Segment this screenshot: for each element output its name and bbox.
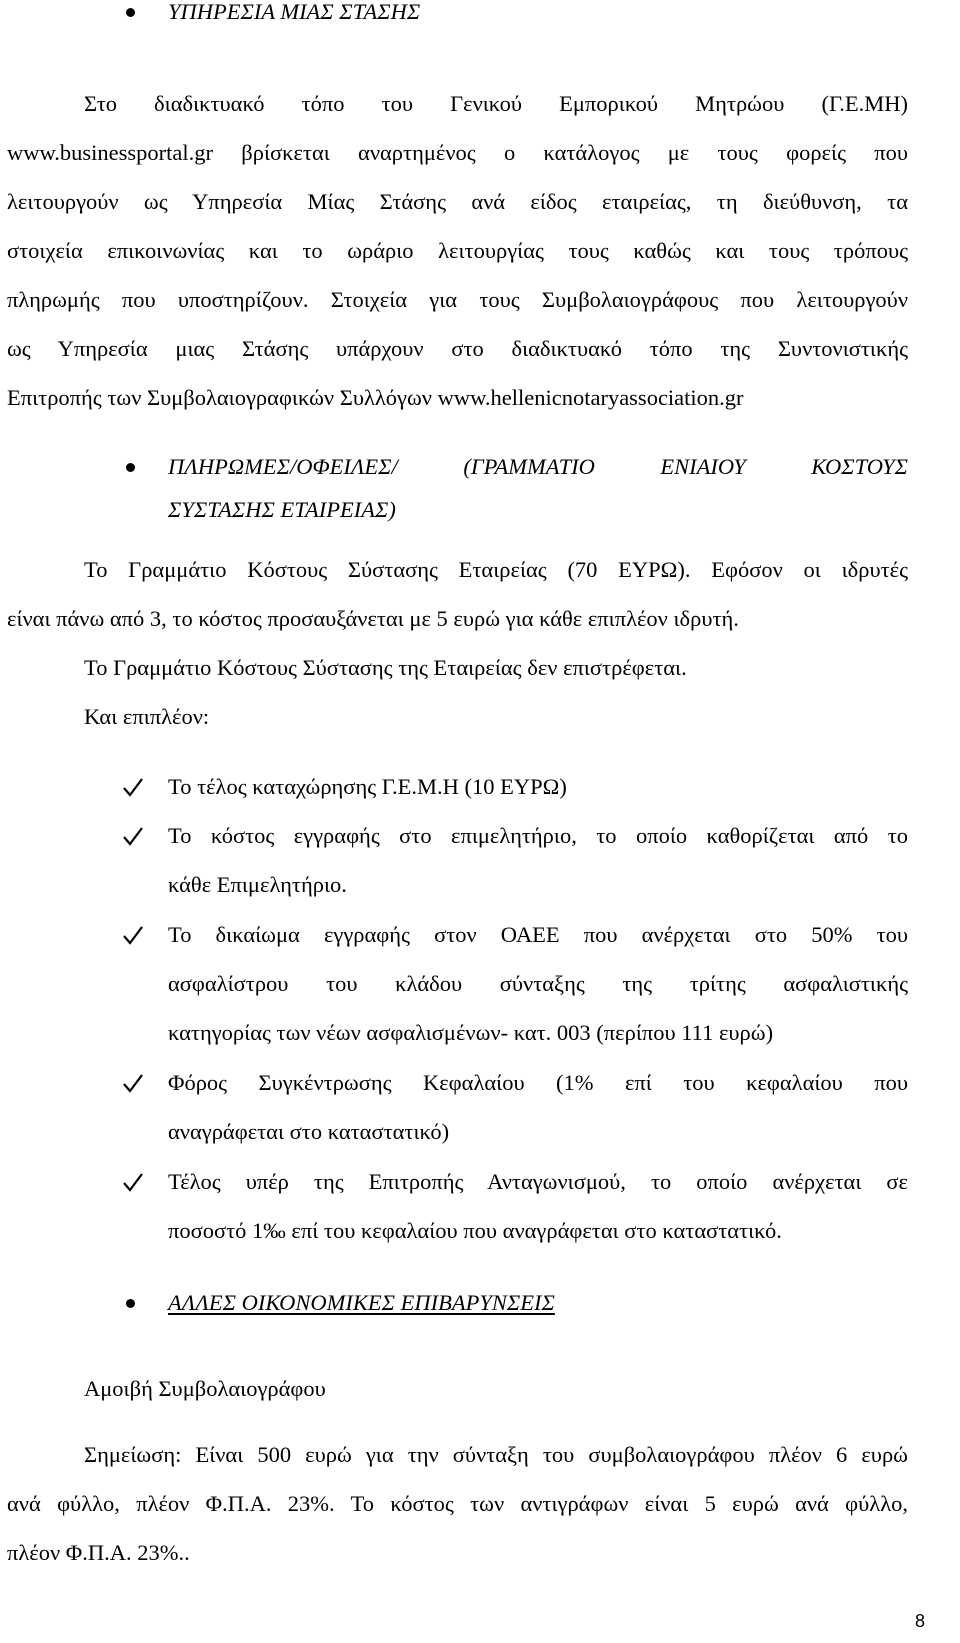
checkmark-icon: [122, 1072, 144, 1094]
checkmark-icon: [122, 776, 144, 798]
check-item-line: Το κόστος εγγραφής στο επιμελητήριο, το οποίο καθορίζεται από το: [168, 823, 908, 848]
check-item-line: αναγράφεται στο καταστατικό): [168, 1119, 450, 1144]
note-line: Σημείωση: Είναι 500 ευρώ για την σύνταξη του συμβολαιογράφου πλέον 6 ευρώ: [84, 1442, 908, 1467]
bullet-icon: [126, 1299, 135, 1308]
check-item-line: Φόρος Συγκέντρωσης Κεφαλαίου (1% επί του κεφαλαίου που: [168, 1070, 908, 1095]
check-item-line: κατηγορίας των νέων ασφαλισμένων- κατ. 003 (περίπου 111 ευρώ): [168, 1020, 774, 1045]
paragraph-line: πληρωμής που υποστηρίζουν. Στοιχεία για τους Συμβολαιογράφους που λειτουργούν: [7, 287, 908, 312]
bullet-icon: [126, 8, 135, 17]
checkmark-icon: [122, 825, 144, 847]
paragraph-line: είναι πάνω από 3, το κόστος προσαυξάνεται με 5 ευρώ για κάθε επιπλέον ιδρυτή.: [7, 606, 739, 631]
check-item-line: Τέλος υπέρ της Επιτροπής Ανταγωνισμού, το οποίο ανέρχεται σε: [168, 1169, 908, 1194]
paragraph-line: στοιχεία επικοινωνίας και το ωράριο λειτουργίας τους καθώς και τους τρόπους: [7, 238, 908, 263]
paragraph-line: Το Γραμμάτιο Κόστους Σύστασης Εταιρείας (70 ΕΥΡΩ). Εφόσον οι ιδρυτές: [84, 557, 908, 582]
section-heading-one-stop-service: ΥΠΗΡΕΣΙΑ ΜΙΑΣ ΣΤΑΣΗΣ: [168, 0, 421, 24]
check-item-line: Το δικαίωμα εγγραφής στον ΟΑΕΕ που ανέρχεται στο 50% του: [168, 922, 908, 947]
checkmark-icon: [122, 924, 144, 946]
note-line: ανά φύλλο, πλέον Φ.Π.Α. 23%. Το κόστος των αντιγράφων είναι 5 ευρώ ανά φύλλο,: [7, 1491, 908, 1516]
bullet-icon: [126, 463, 135, 472]
section-heading-payments: ΠΛΗΡΩΜΕΣ/ΟΦΕΙΛΕΣ/ (ΓΡΑΜΜΑΤΙΟ ΕΝΙΑΙΟΥ ΚΟΣΤΟΥΣ: [168, 454, 908, 479]
paragraph-line: ως Υπηρεσία μιας Στάσης υπάρχουν στο διαδικτυακό τόπο της Συντονιστικής: [7, 336, 908, 361]
subheading-notary-fee: Αμοιβή Συμβολαιογράφου: [84, 1376, 326, 1401]
paragraph-line: Στο διαδικτυακό τόπο του Γενικού Εμπορικού Μητρώου (Γ.Ε.ΜΗ): [84, 91, 908, 116]
note-line: πλέον Φ.Π.Α. 23%..: [7, 1540, 190, 1565]
paragraph-line: Επιτροπής των Συμβολαιογραφικών Συλλόγων www.hellenicnotaryassociation.gr: [7, 385, 744, 410]
paragraph-line: Το Γραμμάτιο Κόστους Σύστασης της Εταιρείας δεν επιστρέφεται.: [84, 655, 687, 680]
paragraph-line: λειτουργούν ως Υπηρεσία Μίας Στάσης ανά είδος εταιρείας, τη διεύθυνση, τα: [7, 189, 908, 214]
check-item-line: ποσοστό 1‰ επί του κεφαλαίου που αναγράφεται στο καταστατικό.: [168, 1218, 782, 1243]
checkmark-icon: [122, 1171, 144, 1193]
section-heading-other-charges: ΑΛΛΕΣ ΟΙΚΟΝΟΜΙΚΕΣ ΕΠΙΒΑΡΥΝΣΕΙΣ: [168, 1290, 555, 1315]
paragraph-line: Και επιπλέον:: [84, 704, 210, 729]
check-item-line: Το τέλος καταχώρησης Γ.Ε.Μ.Η (10 ΕΥΡΩ): [168, 774, 567, 799]
paragraph-line: www.businessportal.gr βρίσκεται αναρτημένος ο κατάλογος με τους φορείς που: [7, 140, 908, 165]
check-item-line: ασφαλίστρου του κλάδου σύνταξης της τρίτης ασφαλιστικής: [168, 971, 908, 996]
page-number: 8: [915, 1611, 926, 1631]
check-item-line: κάθε Επιμελητήριο.: [168, 872, 347, 897]
section-heading-payments-cont: ΣΥΣΤΑΣΗΣ ΕΤΑΙΡΕΙΑΣ): [168, 497, 396, 522]
